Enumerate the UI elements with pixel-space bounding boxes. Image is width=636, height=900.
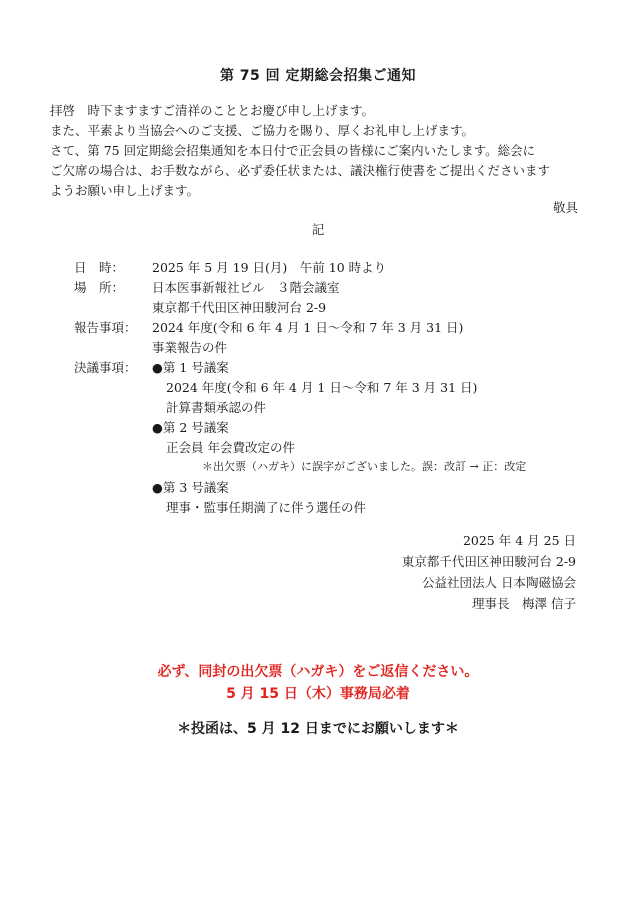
resolution-row xyxy=(74,358,574,378)
agenda-1-subject: 計算書類承認の件 xyxy=(166,400,267,415)
report-subject: 事業報告の件 xyxy=(152,340,228,355)
place-row xyxy=(74,278,574,298)
agenda-3-title: ●第 3 号議案 xyxy=(152,480,229,495)
agenda-3-row xyxy=(74,478,574,498)
agenda-1-title: ●第 1 号議案 xyxy=(152,360,229,375)
place-address-row xyxy=(74,298,574,318)
signature-block xyxy=(402,530,576,614)
date-label: 日 時： xyxy=(74,260,125,275)
greeting-line: さて、第 75 回定期総会招集通知を本日付で正会員の皆様にご案内いたします。総会に xyxy=(50,143,536,158)
report-period: 2024 年度(令和 6 年 4 月 1 日～令和 7 年 3 月 31 日) xyxy=(152,320,464,335)
greeting-paragraph xyxy=(50,101,590,201)
agenda-3-line xyxy=(74,498,574,518)
signature-person: 理事長 梅澤 信子 xyxy=(472,596,576,611)
agenda-2-subject: 正会員 年会費改定の件 xyxy=(166,440,295,455)
page-title: 第 75 回 定期総会招集ご通知 xyxy=(219,68,417,84)
agenda-2-note: ＊出欠票（ハガキ）に誤字がございました。誤：改訂 → 正：改定 xyxy=(202,460,527,473)
greeting-line: ようお願い申し上げます。 xyxy=(50,183,200,198)
date-value: 2025 年 5 月 19 日(月) 午前 10 時より xyxy=(152,260,387,275)
mailing-deadline-note: ＊投函は、5 月 12 日までにお願いします＊ xyxy=(177,721,459,737)
place-value: 日本医事新報社ビル ３階会議室 xyxy=(152,280,340,295)
return-notice-line: 必ず、同封の出欠票（ハガキ）をご返信ください。 xyxy=(157,664,479,680)
greeting-line: また、平素より当協会へのご支援、ご協力を賜り、厚くお礼申し上げます。 xyxy=(50,123,475,138)
resolution-label: 決議事項： xyxy=(74,360,137,375)
meeting-details xyxy=(74,258,574,518)
report-label: 報告事項： xyxy=(74,320,137,335)
closing-keigu: 敬具 xyxy=(552,200,578,215)
ki-heading: 記 xyxy=(311,222,325,237)
place-address: 東京都千代田区神田駿河台 2-9 xyxy=(152,300,327,315)
date-row xyxy=(74,258,574,278)
report-row xyxy=(74,318,574,338)
signature-address: 東京都千代田区神田駿河台 2-9 xyxy=(401,554,576,569)
agenda-2-title: ●第 2 号議案 xyxy=(152,420,229,435)
agenda-1-line xyxy=(74,398,574,418)
agenda-1-period: 2024 年度(令和 6 年 4 月 1 日～令和 7 年 3 月 31 日) xyxy=(166,380,478,395)
signature-date: 2025 年 4 月 25 日 xyxy=(462,533,576,548)
agenda-2-line xyxy=(74,438,574,458)
greeting-line: 拝啓 時下ますますご清祥のこととお慶び申し上げます。 xyxy=(50,103,375,118)
greeting-line: ご欠席の場合は、お手数ながら、必ず委任状または、議決権行使書をご提出くださいます xyxy=(50,163,551,178)
place-label: 場 所： xyxy=(74,280,125,295)
agenda-2-row xyxy=(74,418,574,438)
return-notice xyxy=(0,661,636,705)
signature-org: 公益社団法人 日本陶磁協会 xyxy=(422,575,576,590)
report-subject-row xyxy=(74,338,574,358)
agenda-2-note-row xyxy=(74,458,574,478)
deadline-line: 5 月 15 日（木）事務局必着 xyxy=(226,686,410,702)
agenda-3-subject: 理事・監事任期満了に伴う選任の件 xyxy=(166,500,367,515)
agenda-1-line xyxy=(74,378,574,398)
